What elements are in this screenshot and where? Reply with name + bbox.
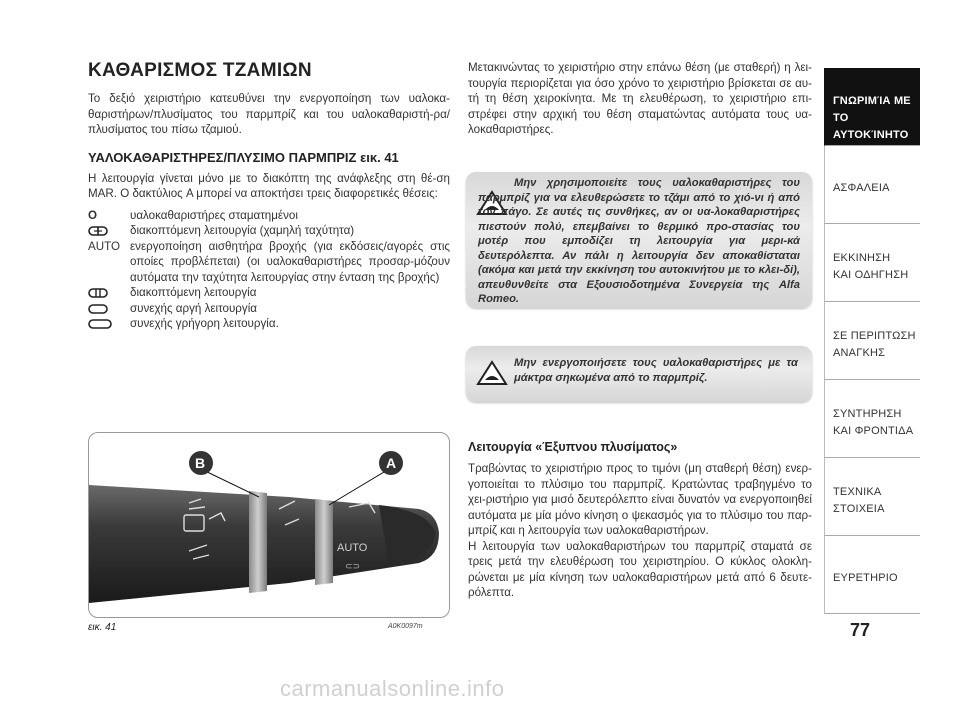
smart-washing-paragraph-2: Η λειτουργία των υαλοκαθαριστήρων του παρμπρίζ σταματά σε τρεις μετά την ελευθέρωση του χειριστηρίου. Ο κύκλος ολοκλη-ρώνεται με μία κίνηση των υαλοκαθαριστήρων μετά από 6 δευτε-ρόλεπτα. (468, 539, 812, 599)
position-off-text: υαλοκαθαριστήρες σταματημένοι (130, 208, 298, 222)
continuous-slow-icon (88, 301, 130, 317)
smart-washing-paragraph-1: Τραβώντας το χειριστήριο προς το τιμόνι (μη σταθερή θέση) ενερ-γοποιείται το πλύσιμο του παρμπρίζ. Κρατώντας τραβηγμένο το χει-ριστήριο για μισό δευτερόλεπτο είναι δυνατόν να ενεργοποιηθεί αυτόματα με μία μόνο κίνηση ο ψεκασμός για το πλύσιμο του παρ-μπρίζ και η λειτουργία των υαλοκαθαριστήρων. (468, 462, 812, 537)
tab-starting-driving[interactable]: ΕΚΚΙΝΗΣΗ ΚΑΙ ΟΔΗΓΗΣΗ (824, 224, 920, 302)
watermark: carmanualsonline.info (280, 676, 505, 701)
position-continuous-fast-text: συνεχής γρήγορη λειτουργία. (130, 317, 279, 330)
windscreen-wipers-subtitle: ΥΑΛΟΚΑΘΑΡΙΣΤΗΡΕΣ/ΠΛΥΣΙΜΟ ΠΑΡΜΠΡΙΖ εικ. 41 (88, 149, 399, 165)
position-row-intermittent (88, 285, 450, 301)
position-intermittent-text: διακοπτόμενη λειτουργία (130, 286, 257, 299)
position-off-symbol: O (88, 208, 98, 222)
tab-technical-data[interactable]: ΤΕΧΝΙΚΑ ΣΤΟΙΧΕΙΑ (824, 458, 920, 536)
position-auto-text: ενεργοποίηση αισθητήρα βροχής (για εκδόσεις/αγορές στις οποίες προβλέπεται) (οι υαλοκαθαριστήρες προσαρ-μόζουν αυτόματα την ταχύτητα λειτουργίας στην ένταση της βροχής) (130, 239, 450, 284)
warning-text-raised-wipers: Μην ενεργοποιήσετε τους υαλοκαθαριστήρες με τα μάκτρα σηκωμένα από το παρμπρίζ. (514, 357, 798, 384)
position-list (88, 208, 450, 332)
intermittent-icon (88, 285, 130, 301)
tab-know-the-car[interactable]: ΓΝΩΡΙΜΊΑ ΜΕ ΤΟ ΑΥΤΟΚΊΝΗΤΟ (824, 68, 920, 146)
tab-index[interactable]: ΕΥΡΕΤΗΡΙΟ (824, 536, 920, 614)
figure-code: A0K0097m (388, 623, 423, 630)
intermittent-low-icon (88, 223, 130, 239)
tab-emergency[interactable]: ΣΕ ΠΕΡΙΠΤΩΣΗ ΑΝΑΓΚΗΣ (824, 302, 920, 380)
position-intermittent-low-text: διακοπτόμενη λειτουργία (χαμηλή ταχύτητα) (130, 224, 355, 237)
smart-washing-section (468, 440, 812, 601)
page-title: ΚΑΘΑΡΙΣΜΟΣ ΤΖΑΜΙΩΝ (88, 60, 312, 81)
svg-text:A: A (386, 455, 397, 471)
position-continuous-slow-text: συνεχής αργή λειτουργία (130, 301, 257, 315)
page-number: 77 (850, 620, 871, 640)
stalk-up-paragraph: Μετακινώντας το χειριστήριο στην επάνω θέση (με σταθερή) η λει-τουργία περιορίζεται για όσο χρόνο το χειριστήριο βρίσκεται σε αυ-τή τη θέση χειροκίνητα. Με τη ελευθέρωση, το χειριστήριο επι-στρέφει στην αρχική του θέση σταματώντας αυτόματα τους υα-λοκαθαριστήρες. (468, 61, 812, 136)
wiper-stalk-figure (88, 432, 450, 618)
tab-maintenance[interactable]: ΣΥΝΤΗΡΗΣΗ ΚΑΙ ΦΡΟΝΤΙΔΑ (824, 380, 920, 458)
smart-washing-title: Λειτουργία «Έξυπνου πλυσίματος» (468, 440, 678, 454)
figure-caption: εικ. 41 (88, 622, 117, 633)
right-column (468, 60, 812, 138)
position-row-auto (88, 239, 450, 286)
wiper-stalk-illustration (89, 433, 450, 618)
continuous-fast-icon (88, 316, 130, 332)
svg-text:⊂⊃: ⊂⊃ (345, 561, 361, 571)
warning-box-raised-wipers (466, 346, 812, 402)
position-auto-symbol: AUTO (88, 239, 120, 253)
position-row-intermittent-low (88, 223, 450, 239)
svg-text:B: B (195, 455, 206, 471)
warning-text-snow-ice: Μην χρησιμοποιείτε τους υαλοκαθαριστήρες του παρμπρίζ για να ελευθερώσετε το τζάμι από το χιό-νι ή από τον πάγο. Σε αυτές τις συνθήκες, αν οι υα-λοκαθαριστήρες πιεστούν πολύ, επεμβαίνει το θερμικό προ-στασίας του μοτέρ που εμποδίζει τη λειτουργία για μερι-κά δευτερόλεπτα. Αν πάλι η λειτουργία δεν αποκαθίσταται (ακόμα και μετά την εκκίνηση του αυτοκινήτου με το κλει-δί), απευθυνθείτε στα Εξουσιοδοτημένα Συνεργεία της Alfa Romeo. (478, 177, 800, 305)
ring-positions-paragraph: Η λειτουργία γίνεται μόνο με το διακόπτη της ανάφλεξης στη θέ-ση MAR. Ο δακτύλιος A μπορεί να αποκτήσει τρεις διαφορετικές θέσεις: (88, 171, 450, 200)
warning-box-snow-ice (466, 172, 812, 308)
tab-safety[interactable]: ΑΣΦΑΛΕΙΑ (824, 146, 920, 224)
svg-text:AUTO: AUTO (337, 542, 368, 554)
left-column (88, 60, 450, 332)
intro-paragraph: Το δεξιό χειριστήριο κατευθύνει την ενεργοποίηση των υαλοκα-θαριστήρων/πλυσίματος του παρμπρίζ και του υαλοκαθαριστή-ρα/πλυσίματος του πίσω τζαμιού. (88, 92, 450, 136)
position-row-continuous-slow (88, 301, 450, 317)
position-row-off (88, 208, 450, 224)
section-tabs (824, 68, 920, 614)
position-row-continuous-fast (88, 316, 450, 332)
warning-triangle-icon (476, 360, 508, 386)
